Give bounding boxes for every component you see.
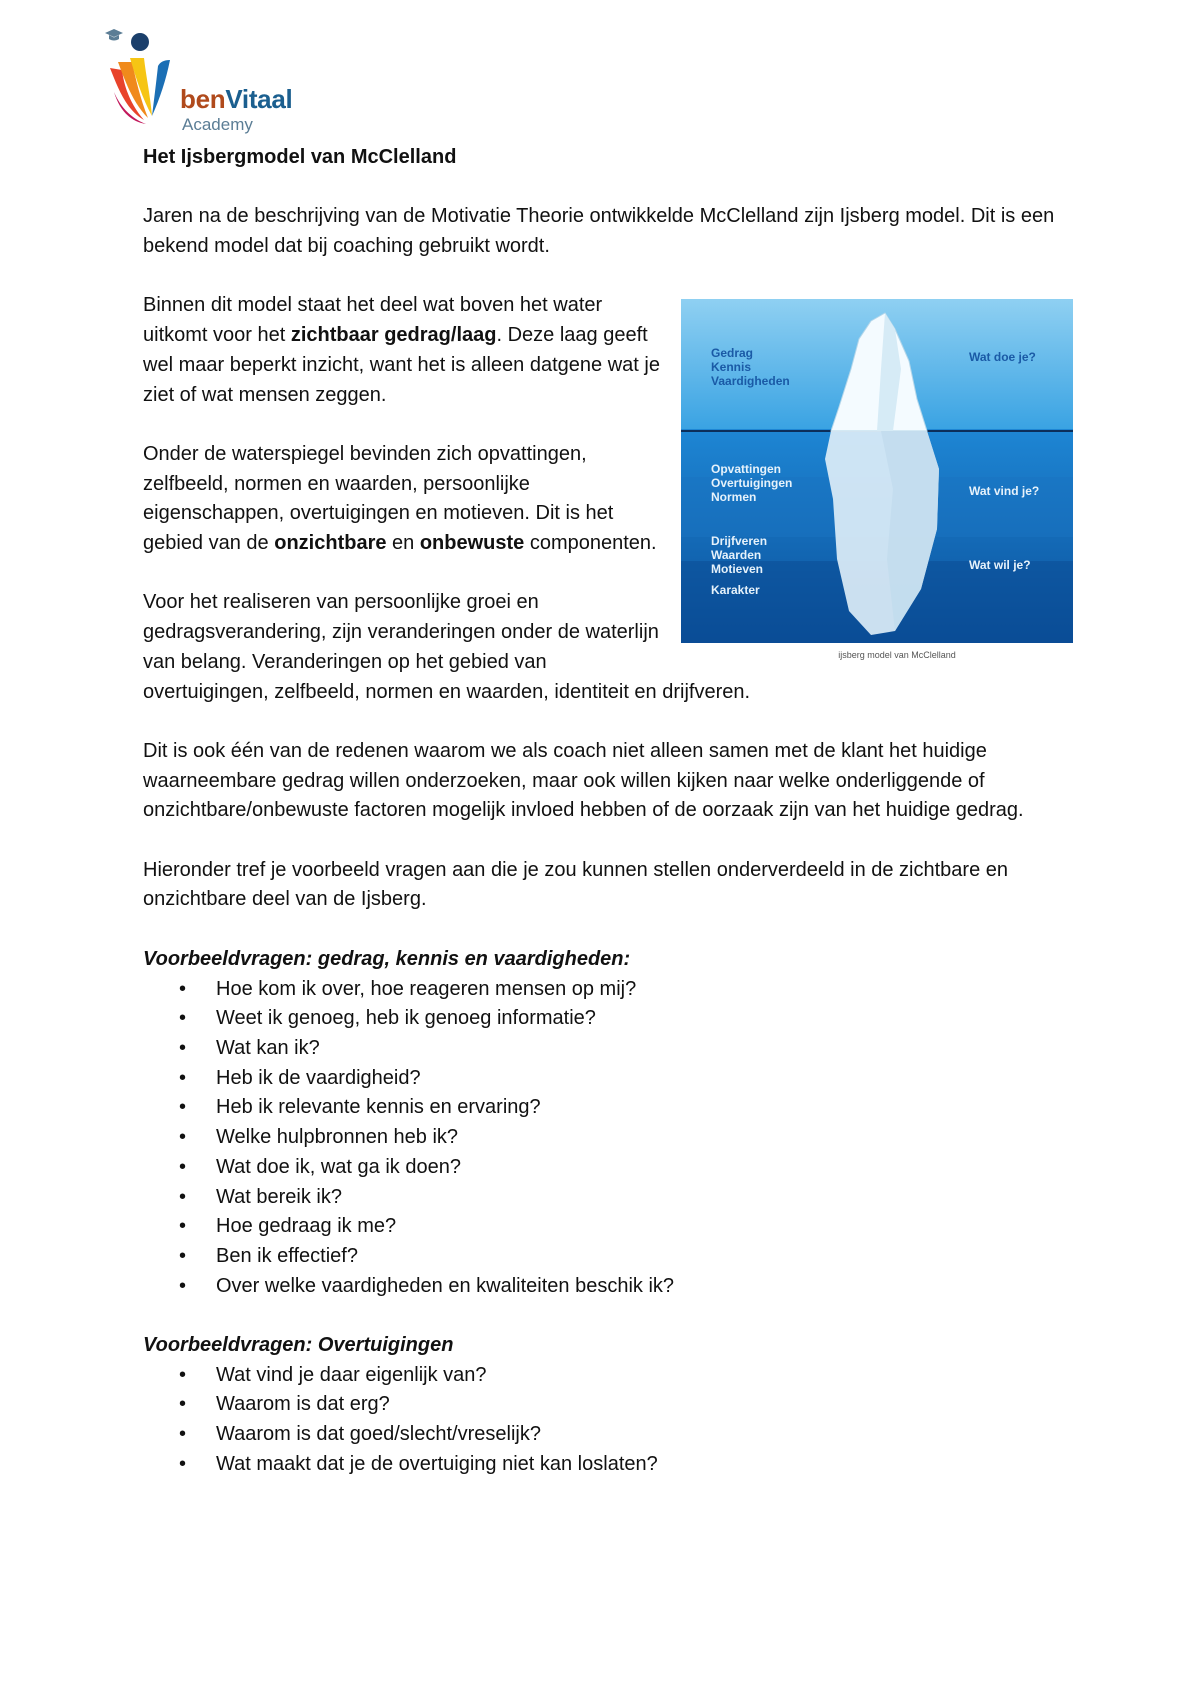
p3-bold-onbewuste: onbewuste: [419, 532, 525, 555]
label-drijfveren: Drijfveren: [711, 534, 768, 549]
logo-brand-name: [180, 84, 292, 115]
figure-caption: ijsberg model van McClelland: [838, 650, 956, 661]
list-item: • Waarom is dat goed/slecht/vreselijk?: [216, 1420, 1073, 1450]
label-wat-vind-je: Wat vind je?: [969, 484, 1040, 499]
list-item: • Wat vind je daar eigenlijk van?: [216, 1361, 1073, 1391]
label-gedrag: Gedrag: [711, 346, 754, 361]
logo-brand-part-2: Vitaal: [225, 84, 293, 114]
section2-heading: Voorbeeldvragen: Overtuigingen: [143, 1334, 454, 1356]
label-karakter: Karakter: [711, 583, 760, 598]
p2-text-1: Binnen dit model staat het deel wat boven het water uitkomt voor het: [143, 294, 603, 347]
p2-text-2: . Deze laag geeft wel maar beperkt inzicht, want het is alleen datgene wat je ziet of wat mensen zeggen.: [143, 324, 660, 406]
list-item: • Heb ik relevante kennis en ervaring?: [216, 1093, 1073, 1123]
list-item: • Over welke vaardigheden en kwaliteiten beschik ik?: [216, 1272, 1073, 1302]
list-item: • Ben ik effectief?: [216, 1242, 1073, 1272]
label-overtuigingen: Overtuigingen: [711, 476, 793, 491]
p3-bold-onzichtbare: onzichtbare: [274, 532, 387, 555]
graduation-cap-icon: [104, 28, 124, 42]
list-item: • Hoe kom ik over, hoe reageren mensen op mij?: [216, 975, 1073, 1005]
section1-heading: Voorbeeldvragen: gedrag, kennis en vaardigheden:: [143, 947, 631, 970]
section2-list: [143, 1361, 1073, 1480]
list-item: • Hoe gedraag ik me?: [216, 1212, 1073, 1242]
list-item: • Wat doe ik, wat ga ik doen?: [216, 1153, 1073, 1183]
list-item: • Welke hulpbronnen heb ik?: [216, 1123, 1073, 1153]
list-item: • Wat bereik ik?: [216, 1183, 1073, 1213]
document-title: Het Ijsbergmodel van McClelland: [143, 146, 457, 168]
label-opvattingen: Opvattingen: [711, 462, 782, 477]
list-item: • Waarom is dat erg?: [216, 1390, 1073, 1420]
iceberg-figure: [681, 299, 1073, 661]
p3-text-2: en: [386, 532, 420, 555]
logo-subtitle: Academy: [182, 115, 253, 134]
paragraph-coach: Dit is ook één van de redenen waarom we als coach niet alleen samen met de klant het huidige waarneembare gedrag willen onderzoeken, maar ook willen kijken naar welke onderliggende of onzichtbare/onbewuste factoren mogelijk invloed hebben of de oorzaak zijn van het huidige gedrag.: [143, 739, 1024, 822]
list-item: • Weet ik genoeg, heb ik genoeg informatie?: [216, 1004, 1073, 1034]
list-item: • Wat kan ik?: [216, 1034, 1073, 1064]
iceberg-image: [681, 299, 1073, 643]
p2-bold-zichtbaar: zichtbaar gedrag/laag: [290, 324, 497, 347]
label-normen: Normen: [711, 490, 757, 505]
label-wat-doe-je: Wat doe je?: [969, 350, 1036, 365]
label-vaardigheden: Vaardigheden: [711, 374, 790, 389]
section1-list: [143, 975, 1073, 1302]
label-wat-wil-je: Wat wil je?: [969, 558, 1031, 573]
label-kennis: Kennis: [711, 360, 752, 375]
benvitaal-logo: [104, 28, 304, 138]
paragraph-groei: Voor het realiseren van persoonlijke groei en gedragsverandering, zijn veranderingen onder de waterlijn van belang. Veranderingen op het gebied van overtuigingen, zelfbeeld, normen en waarden, identiteit en drijfveren.: [143, 591, 751, 703]
p3-text-3: componenten.: [524, 532, 657, 555]
intro-paragraph: Jaren na de beschrijving van de Motivatie Theorie ontwikkelde McClelland zijn Ijsberg model. Dit is een bekend model dat bij coaching gebruikt wordt.: [143, 205, 1055, 258]
paragraph-hieronder: Hieronder tref je voorbeeld vragen aan die je zou kunnen stellen onderverdeeld in de zichtbare en onzichtbare deel van de Ijsberg.: [143, 858, 1009, 911]
logo-mark-icon: [104, 28, 184, 128]
label-motieven: Motieven: [711, 562, 764, 577]
p3-text-1: Onder de waterspiegel bevinden zich opvattingen, zelfbeeld, normen en waarden, persoonlijke eigenschappen, overtuigingen en motieven. Dit is het gebied van de: [143, 442, 614, 555]
list-item: • Wat maakt dat je de overtuiging niet kan loslaten?: [216, 1450, 1073, 1480]
logo-brand-part-1: ben: [180, 84, 226, 114]
list-item: • Heb ik de vaardigheid?: [216, 1064, 1073, 1094]
label-waarden: Waarden: [711, 548, 762, 563]
document-body: [143, 143, 1073, 1509]
